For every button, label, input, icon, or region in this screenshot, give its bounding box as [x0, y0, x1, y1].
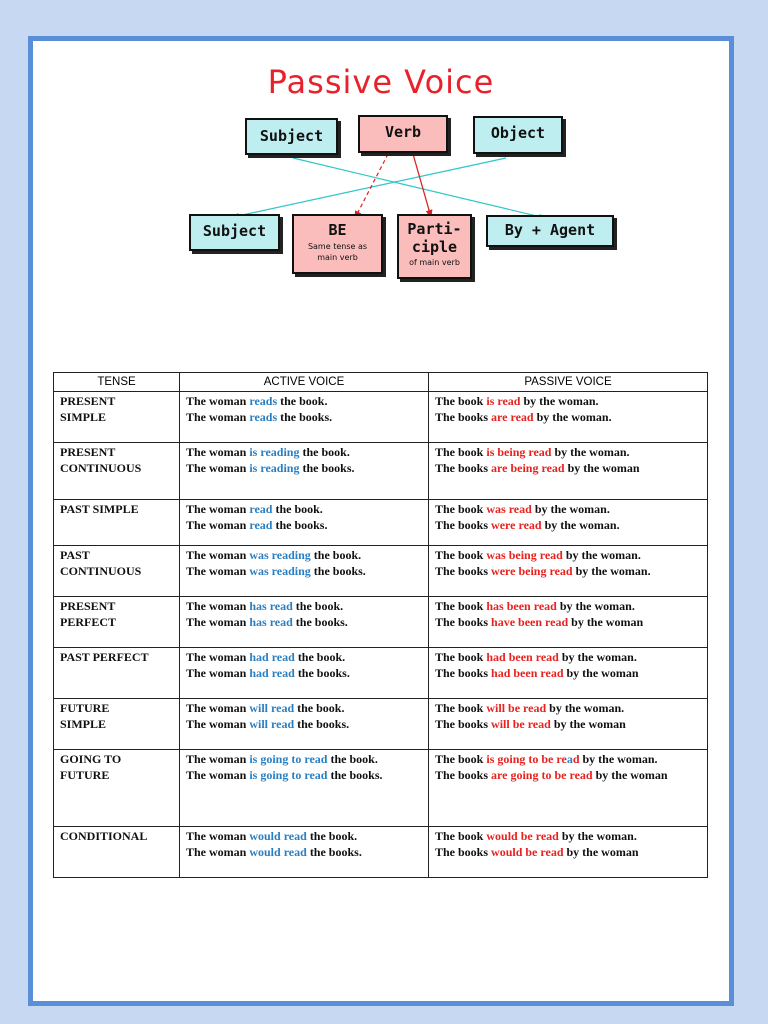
passive-verb-phrase: are going to be read	[491, 767, 593, 782]
object-label: Object	[490, 124, 546, 142]
table-row	[54, 546, 708, 597]
passive-sentence	[435, 768, 701, 784]
active-verb-phrase: will read	[249, 716, 295, 731]
tense-cell	[54, 699, 180, 750]
sentence-text: The book	[435, 599, 487, 613]
active-verb-phrase: reads	[249, 409, 278, 424]
sentence-text: by the woman.	[541, 517, 620, 532]
tense-line: FUTURE	[60, 701, 110, 715]
sentence-text: The woman	[186, 517, 250, 532]
sentence-text: The woman	[186, 752, 250, 766]
sentence-text: The woman	[186, 701, 250, 715]
active-sentence	[186, 717, 422, 733]
sentence-text: the book.	[306, 829, 358, 843]
passive-sentence	[435, 666, 701, 682]
sentence-text: The books	[435, 460, 492, 475]
participle-note: of main verb	[409, 258, 460, 267]
active-voice-cell	[180, 597, 429, 648]
passive-verb-phrase: is read	[486, 394, 521, 408]
sentence-text: The woman	[186, 767, 250, 782]
active-verb-phrase: reads	[249, 394, 278, 408]
active-verb-phrase: a	[566, 752, 573, 766]
sentence-text: the book.	[277, 394, 328, 408]
table-row	[54, 648, 708, 699]
sentence-text: the books.	[277, 409, 333, 424]
active-sentence	[186, 410, 422, 426]
tense-line: SIMPLE	[60, 716, 107, 731]
sentence-text: the books.	[292, 614, 348, 629]
passive-verb-phrase: was being read	[486, 548, 563, 562]
table-row	[54, 827, 708, 878]
tense-line: PRESENT	[60, 445, 116, 459]
active-verb-phrase: read	[249, 502, 273, 516]
tense-cell	[54, 648, 180, 699]
sentence-text: the books.	[294, 665, 350, 680]
active-verb-phrase: is reading	[249, 445, 300, 459]
tense-line: GOING TO	[60, 752, 122, 766]
tense-cell	[54, 392, 180, 443]
passive-verb-phrase: is going to be re	[486, 752, 567, 766]
be-box	[292, 214, 383, 274]
passive-sentence	[435, 564, 701, 580]
sentence-text: The woman	[186, 502, 250, 516]
sentence-text: by the woman.	[531, 502, 610, 516]
table-row	[54, 443, 708, 500]
active-voice-cell	[180, 546, 429, 597]
passive-sentence	[435, 752, 701, 768]
active-verb-phrase: would read	[249, 829, 307, 843]
passive-voice-cell	[429, 827, 708, 878]
table-body	[54, 392, 708, 878]
active-verb-phrase: is going to read	[249, 752, 328, 766]
passive-voice-cell	[429, 750, 708, 827]
table-row	[54, 392, 708, 443]
tense-cell	[54, 597, 180, 648]
passive-sentence	[435, 650, 701, 666]
active-sentence	[186, 650, 422, 666]
passive-verb-phrase: were being read	[491, 563, 573, 578]
be-label: BE	[328, 221, 347, 239]
sentence-text: the book.	[294, 701, 345, 715]
sentence-text: The woman	[186, 844, 250, 859]
arrow-subject-to-agent	[293, 158, 545, 218]
worksheet-page	[28, 36, 734, 1006]
active-sentence	[186, 564, 422, 580]
tense-cell	[54, 750, 180, 827]
sentence-text: The woman	[186, 394, 250, 408]
passive-sentence	[435, 461, 701, 477]
be-note: Same tense as main verb	[307, 242, 368, 262]
sentence-text: The book	[435, 701, 487, 715]
sentence-text: the books.	[310, 563, 366, 578]
subject-box-bottom	[189, 214, 280, 251]
tense-line: CONDITIONAL	[60, 829, 148, 843]
participle-label-line2: ciple	[411, 238, 458, 256]
passive-verb-phrase: will be read	[491, 716, 551, 731]
active-sentence	[186, 752, 422, 768]
sentence-text: The woman	[186, 563, 250, 578]
sentence-text: the books.	[272, 517, 328, 532]
sentence-text: the books.	[299, 460, 355, 475]
sentence-text: by the woman	[564, 460, 640, 475]
header-active-voice: ACTIVE VOICE	[180, 373, 429, 392]
sentence-text: by the woman	[592, 767, 668, 782]
active-voice-cell	[180, 500, 429, 546]
passive-sentence	[435, 599, 701, 615]
sentence-text: The book	[435, 829, 487, 843]
active-verb-phrase: read	[249, 517, 273, 532]
tense-line: PAST	[60, 548, 90, 562]
tense-cell	[54, 827, 180, 878]
passive-verb-phrase: had been read	[486, 650, 559, 664]
table-header-row	[54, 373, 708, 392]
passive-verb-phrase: have been read	[491, 614, 569, 629]
passive-verb-phrase: had been read	[491, 665, 564, 680]
passive-sentence	[435, 445, 701, 461]
active-verb-phrase: will read	[249, 701, 295, 715]
passive-verb-phrase: has been read	[486, 599, 557, 613]
sentence-text: The books	[435, 767, 492, 782]
table-row	[54, 750, 708, 827]
tense-cell	[54, 443, 180, 500]
tense-line: PAST PERFECT	[60, 650, 149, 664]
tense-line: FUTURE	[60, 767, 110, 782]
sentence-text: The books	[435, 844, 492, 859]
sentence-text: The woman	[186, 548, 250, 562]
passive-verb-phrase: would be read	[486, 829, 559, 843]
active-verb-phrase: has read	[249, 599, 293, 613]
passive-sentence	[435, 615, 701, 631]
passive-voice-cell	[429, 392, 708, 443]
tense-line: CONTINUOUS	[60, 563, 142, 578]
verb-label: Verb	[384, 123, 422, 141]
passive-verb-phrase: would be read	[491, 844, 564, 859]
sentence-text: The woman	[186, 716, 250, 731]
sentence-text: the books.	[327, 767, 383, 782]
sentence-text: by the woman	[563, 665, 639, 680]
tense-cell	[54, 546, 180, 597]
sentence-text: the book.	[299, 445, 350, 459]
passive-verb-phrase: was read	[486, 502, 532, 516]
sentence-text: The woman	[186, 665, 250, 680]
active-verb-phrase: had read	[249, 665, 295, 680]
tense-table	[53, 372, 708, 878]
passive-sentence	[435, 410, 701, 426]
table-row	[54, 597, 708, 648]
sentence-text: The book	[435, 394, 487, 408]
passive-verb-phrase: are being read	[491, 460, 565, 475]
sentence-text: the books.	[294, 716, 350, 731]
active-voice-cell	[180, 750, 429, 827]
sentence-text: by the woman.	[533, 409, 612, 424]
active-sentence	[186, 599, 422, 615]
active-sentence	[186, 829, 422, 845]
sentence-text: the books.	[306, 844, 362, 859]
sentence-text: by the woman.	[558, 650, 637, 664]
active-verb-phrase: was reading	[249, 563, 311, 578]
active-sentence	[186, 768, 422, 784]
sentence-text: by the woman.	[558, 829, 637, 843]
active-voice-cell	[180, 699, 429, 750]
passive-sentence	[435, 518, 701, 534]
active-sentence	[186, 701, 422, 717]
sentence-text: by the woman.	[556, 599, 635, 613]
passive-verb-phrase: d	[572, 752, 580, 766]
arrow-object-to-subject	[233, 158, 506, 217]
active-sentence	[186, 461, 422, 477]
participle-label-line1: Parti-	[407, 220, 462, 238]
active-voice-cell	[180, 443, 429, 500]
passive-sentence	[435, 548, 701, 564]
sentence-text: The woman	[186, 445, 250, 459]
sentence-text: by the woman.	[520, 394, 599, 408]
sentence-text: The woman	[186, 829, 250, 843]
sentence-text: by the woman	[568, 614, 644, 629]
arrow-verb-to-participle	[413, 154, 431, 217]
sentence-text: The woman	[186, 409, 250, 424]
active-sentence	[186, 445, 422, 461]
diagram-arrows	[33, 41, 739, 341]
sentence-text: The woman	[186, 650, 250, 664]
verb-box	[358, 115, 448, 153]
passive-verb-phrase: are read	[491, 409, 534, 424]
active-verb-phrase: has read	[249, 614, 293, 629]
active-sentence	[186, 615, 422, 631]
active-voice-cell	[180, 392, 429, 443]
passive-sentence	[435, 845, 701, 861]
tense-line: PAST SIMPLE	[60, 502, 139, 516]
active-voice-cell	[180, 648, 429, 699]
active-verb-phrase: is reading	[249, 460, 300, 475]
agent-box	[486, 215, 614, 247]
header-tense: TENSE	[54, 373, 180, 392]
sentence-text: The books	[435, 614, 492, 629]
passive-voice-cell	[429, 597, 708, 648]
sentence-text: the book.	[272, 502, 323, 516]
passive-voice-cell	[429, 443, 708, 500]
table-row	[54, 699, 708, 750]
participle-box	[397, 214, 472, 279]
sentence-text: by the woman.	[562, 548, 641, 562]
object-box	[473, 116, 563, 154]
sentence-text: by the woman.	[546, 701, 625, 715]
arrow-verb-to-be	[355, 154, 388, 218]
agent-label: By + Agent	[504, 221, 596, 239]
tense-cell	[54, 500, 180, 546]
subject-box-top	[245, 118, 338, 155]
active-verb-phrase: would read	[249, 844, 307, 859]
sentence-text: The book	[435, 650, 487, 664]
active-sentence	[186, 518, 422, 534]
sentence-text: The book	[435, 502, 487, 516]
sentence-text: The books	[435, 665, 492, 680]
sentence-text: The books	[435, 716, 492, 731]
sentence-text: by the woman.	[551, 445, 630, 459]
passive-voice-cell	[429, 648, 708, 699]
active-sentence	[186, 845, 422, 861]
active-verb-phrase: is going to read	[249, 767, 328, 782]
sentence-text: by the woman.	[572, 563, 651, 578]
active-sentence	[186, 502, 422, 518]
passive-sentence	[435, 717, 701, 733]
sentence-text: The woman	[186, 599, 250, 613]
sentence-text: The book	[435, 752, 487, 766]
subject-label-bottom: Subject	[202, 222, 267, 240]
sentence-text: The book	[435, 445, 487, 459]
passive-sentence	[435, 502, 701, 518]
sentence-text: the book.	[292, 599, 344, 613]
active-verb-phrase: had read	[249, 650, 295, 664]
table-row	[54, 500, 708, 546]
tense-line: SIMPLE	[60, 409, 107, 424]
passive-voice-cell	[429, 500, 708, 546]
sentence-text: The books	[435, 409, 492, 424]
subject-label-top: Subject	[259, 127, 324, 145]
active-sentence	[186, 394, 422, 410]
active-sentence	[186, 666, 422, 682]
page-title: Passive Voice	[267, 63, 495, 101]
active-voice-cell	[180, 827, 429, 878]
sentence-text: by the woman	[563, 844, 639, 859]
passive-verb-phrase: is being read	[486, 445, 552, 459]
sentence-text: The books	[435, 563, 492, 578]
sentence-text: The woman	[186, 460, 250, 475]
sentence-text: the book.	[294, 650, 346, 664]
header-passive-voice: PASSIVE VOICE	[429, 373, 708, 392]
sentence-text: The woman	[186, 614, 250, 629]
tense-line: PRESENT	[60, 394, 116, 408]
sentence-text: by the woman.	[579, 752, 658, 766]
passive-sentence	[435, 394, 701, 410]
tense-line: PRESENT	[60, 599, 116, 613]
sentence-text: by the woman	[550, 716, 626, 731]
passive-voice-cell	[429, 546, 708, 597]
passive-verb-phrase: will be read	[486, 701, 547, 715]
sentence-text: The books	[435, 517, 492, 532]
sentence-text: The book	[435, 548, 487, 562]
passive-verb-phrase: were read	[491, 517, 542, 532]
passive-sentence	[435, 701, 701, 717]
passive-voice-cell	[429, 699, 708, 750]
sentence-text: the book.	[310, 548, 362, 562]
active-verb-phrase: was reading	[249, 548, 311, 562]
active-sentence	[186, 548, 422, 564]
tense-line: CONTINUOUS	[60, 460, 142, 475]
passive-sentence	[435, 829, 701, 845]
sentence-text: the book.	[327, 752, 378, 766]
tense-line: PERFECT	[60, 614, 117, 629]
